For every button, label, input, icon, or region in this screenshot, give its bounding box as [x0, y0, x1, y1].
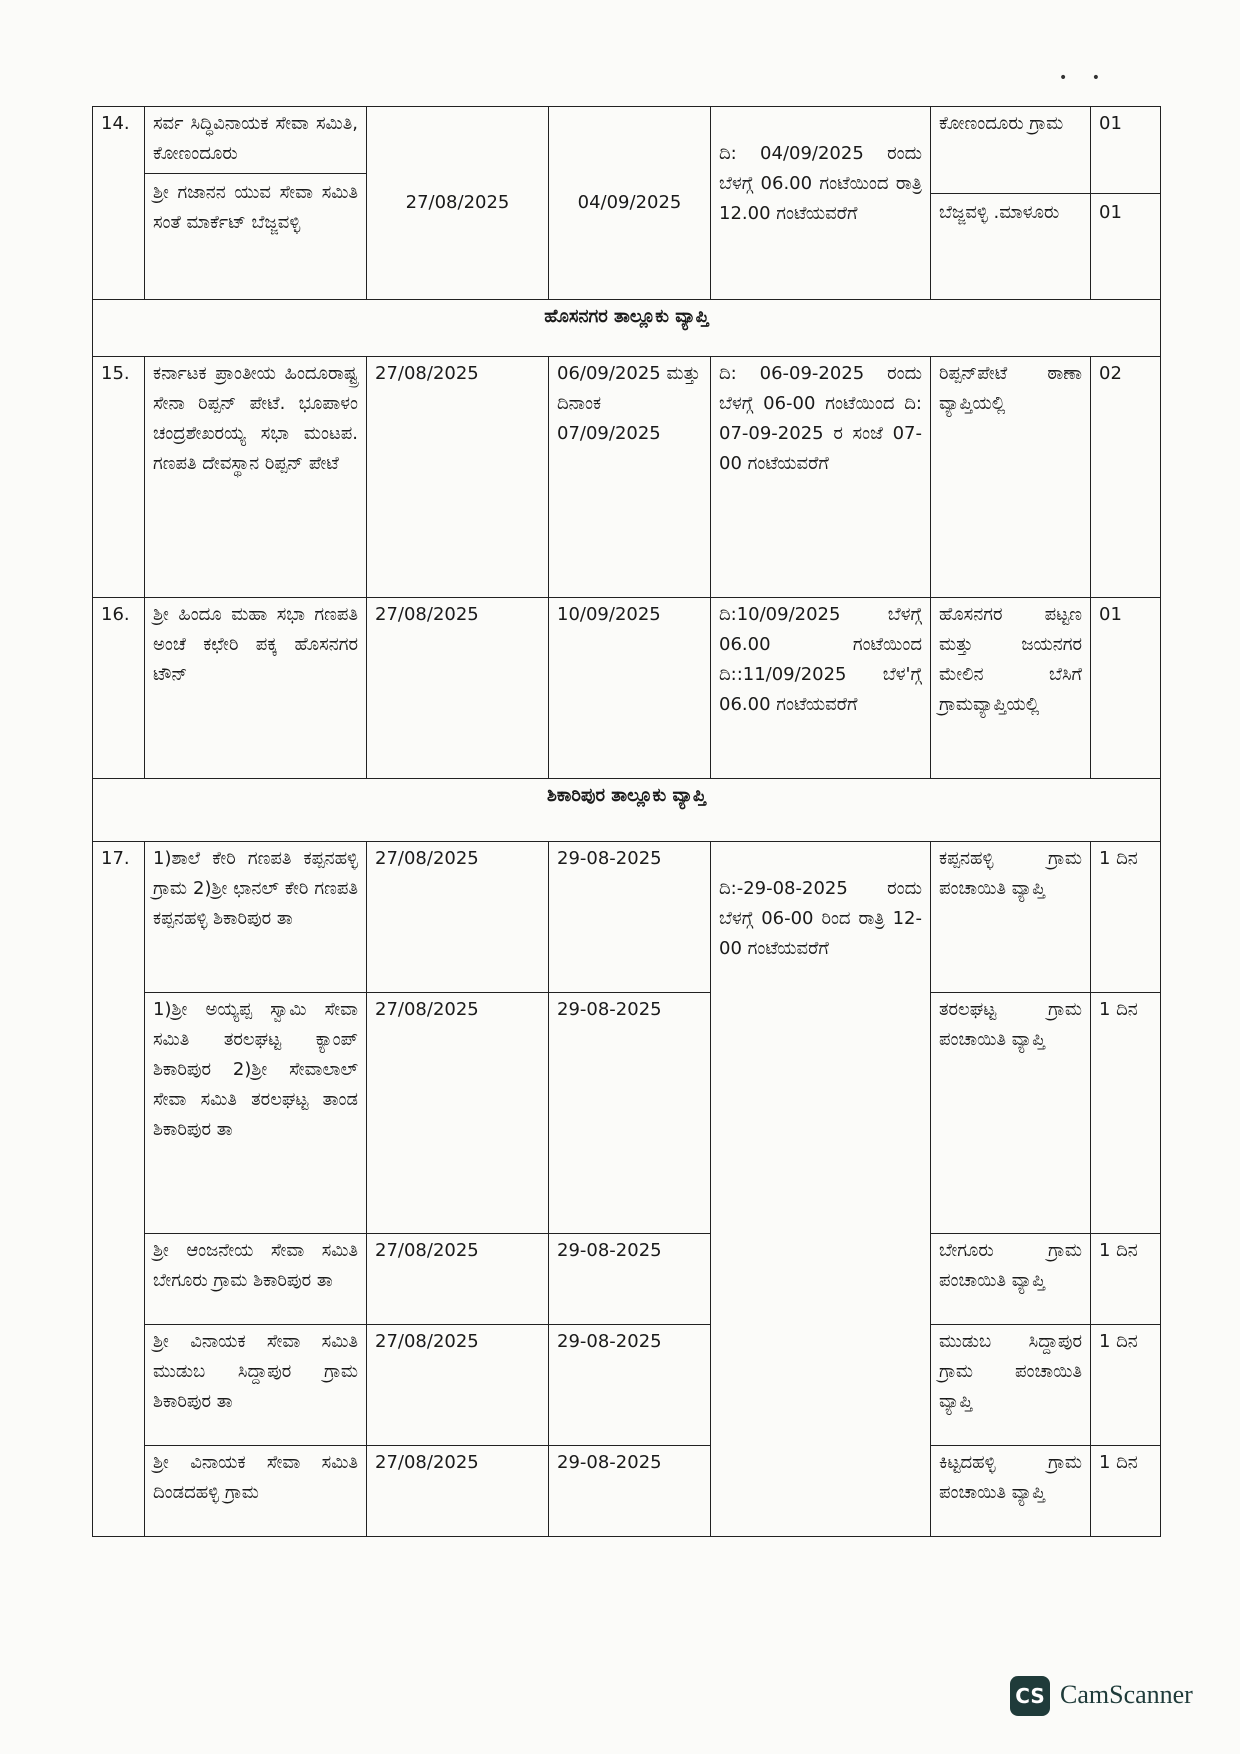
- installation-date: 27/08/2025: [367, 357, 549, 598]
- immersion-date: 04/09/2025: [549, 107, 711, 300]
- days-count: 02: [1091, 357, 1161, 598]
- organizer-name: ಕರ್ನಾಟಕ ಪ್ರಾಂತೀಯ ಹಿಂದೂರಾಷ್ಟ್ರ ಸೇನಾ ರಿಪ್ಪನ್ ಪೇಟೆ. ಭೂಪಾಳಂ ಚಂದ್ರಶೇಖರಯ್ಯ ಸಭಾ ಮಂಟಪ. ಗಣಪತಿ ದೇವಸ್ಥಾನ ರಿಪ್ಪನ್ ಪೇಟೆ: [145, 357, 367, 598]
- immersion-date: 29-08-2025: [549, 993, 711, 1234]
- area-name: ಹೊಸನಗರ ಪಟ್ಟಣ ಮತ್ತು ಜಯನಗರ ಮೇಲಿನ ಬೆಸಿಗೆ ಗ್ರಾಮವ್ಯಾಪ್ತಿಯಲ್ಲಿ: [931, 598, 1091, 779]
- immersion-date: 29-08-2025: [549, 1446, 711, 1537]
- immersion-date: 06/09/2025 ಮತ್ತು ದಿನಾಂಕ 07/09/2025: [549, 357, 711, 598]
- organizer-name: 1)ಶ್ರೀ ಅಯ್ಯಪ್ಪ ಸ್ವಾಮಿ ಸೇವಾ ಸಮಿತಿ ತರಲಘಟ್ಟ ಕ್ಯಾಂಪ್ ಶಿಕಾರಿಪುರ 2)ಶ್ರೀ ಸೇವಾಲಾಲ್ ಸೇವಾ ಸಮಿತಿ ತರಲಘಟ್ಟ ತಾಂಡ ಶಿಕಾರಿಪುರ ತಾ: [145, 993, 367, 1234]
- area-cell: [931, 107, 1091, 300]
- table-row-17: [93, 1234, 1161, 1325]
- camscanner-watermark: CamScanner: [1060, 1680, 1193, 1709]
- days-count: 01: [1091, 193, 1160, 228]
- installation-date: 27/08/2025: [367, 107, 549, 300]
- immersion-date: 29-08-2025: [549, 842, 711, 993]
- days-cell: [1091, 107, 1161, 300]
- serial-number: 16.: [93, 598, 145, 779]
- area-name: ಕೋಣಂದೂರು ಗ್ರಾಮ: [939, 113, 1064, 134]
- immersion-date: 10/09/2025: [549, 598, 711, 779]
- ganesha-festival-table: [92, 106, 1161, 1537]
- immersion-date: 29-08-2025: [549, 1325, 711, 1446]
- table-row-17: [93, 842, 1161, 993]
- organizer-name: 1)ಶಾಲೆ ಕೇರಿ ಗಣಪತಿ ಕಪ್ಪನಹಳ್ಳಿ ಗ್ರಾಮ 2)ಶ್ರೀ ಛಾನಲ್ ಕೇರಿ ಗಣಪತಿ ಕಪ್ಪನಹಳ್ಳಿ ಶಿಕಾರಿಪುರ ತಾ: [145, 842, 367, 993]
- area-name: ಕಿಟ್ಟದಹಳ್ಳಿ ಗ್ರಾಮ ಪಂಚಾಯಿತಿ ವ್ಯಾಪ್ತಿ: [931, 1446, 1091, 1537]
- liquor-ban-timing: ದಿ:10/09/2025 ಬೆಳಗ್ಗೆ 06.00 ಗಂಟೆಯಿಂದ ದಿ::11/09/2025 ಬೆಳ'ಗ್ಗೆ 06.00 ಗಂಟೆಯವರೆಗೆ: [711, 598, 931, 779]
- serial-number: 17.: [93, 842, 145, 1537]
- days-count: 1 ದಿನ: [1091, 993, 1161, 1234]
- organizer-name: ಶ್ರೀ ಹಿಂದೂ ಮಹಾ ಸಭಾ ಗಣಪತಿ ಅಂಚೆ ಕಛೇರಿ ಪಕ್ಕ ಹೊಸನಗರ ಟೌನ್: [145, 598, 367, 779]
- camscanner-logo: CS: [1010, 1676, 1050, 1716]
- serial-number: 14.: [93, 107, 145, 300]
- days-count: 1 ದಿನ: [1091, 1234, 1161, 1325]
- days-count: 1 ದಿನ: [1091, 1446, 1161, 1537]
- area-name: ಮುಡುಬ ಸಿದ್ದಾಪುರ ಗ್ರಾಮ ಪಂಚಾಯಿತಿ ವ್ಯಾಪ್ತಿ: [931, 1325, 1091, 1446]
- section-row: [93, 779, 1161, 842]
- organizer-name: ಶ್ರೀ ಆಂಜನೇಯ ಸೇವಾ ಸಮಿತಿ ಬೇಗೂರು ಗ್ರಾಮ ಶಿಕಾರಿಪುರ ತಾ: [145, 1234, 367, 1325]
- organizer-cell: [145, 107, 367, 300]
- table-row-17: [93, 1446, 1161, 1537]
- table-row-17: [93, 1325, 1161, 1446]
- days-count: 01: [1099, 113, 1122, 134]
- days-count: 01: [1091, 598, 1161, 779]
- installation-date: 27/08/2025: [367, 598, 549, 779]
- days-count: 1 ದಿನ: [1091, 1325, 1161, 1446]
- table-row-16: [93, 598, 1161, 779]
- installation-date: 27/08/2025: [367, 993, 549, 1234]
- table-row-15: [93, 357, 1161, 598]
- installation-date: 27/08/2025: [367, 1325, 549, 1446]
- liquor-ban-timing: ದಿ: 04/09/2025 ರಂದು ಬೆಳಗ್ಗೆ 06.00 ಗಂಟೆಯಿಂದ ರಾತ್ರಿ 12.00 ಗಂಟೆಯವರೆಗೆ: [711, 107, 931, 300]
- organizer-name: ಶ್ರೀ ಗಜಾನನ ಯುವ ಸೇವಾ ಸಮಿತಿ ಸಂತೆ ಮಾರ್ಕೆಟ್ ಬೆಜ್ಜವಳ್ಳಿ: [145, 173, 366, 238]
- organizer-name: ಶ್ರೀ ವಿನಾಯಕ ಸೇವಾ ಸಮಿತಿ ದಿಂಡದಹಳ್ಳಿ ಗ್ರಾಮ: [145, 1446, 367, 1537]
- installation-date: 27/08/2025: [367, 1234, 549, 1325]
- area-name: ತರಲಘಟ್ಟ ಗ್ರಾಮ ಪಂಚಾಯಿತಿ ವ್ಯಾಪ್ತಿ: [931, 993, 1091, 1234]
- liquor-ban-timing: ದಿ:-29-08-2025 ರಂದು ಬೆಳಗ್ಗೆ 06-00 ರಿಂದ ರಾತ್ರಿ 12-00 ಗಂಟೆಯವರೆಗೆ: [711, 842, 931, 1537]
- serial-number: 15.: [93, 357, 145, 598]
- section-heading: ಹೊಸನಗರ ತಾಲ್ಲೂಕು ವ್ಯಾಪ್ತಿ: [93, 300, 1161, 357]
- section-heading: ಶಿಕಾರಿಪುರ ತಾಲ್ಲೂಕು ವ್ಯಾಪ್ತಿ: [93, 779, 1161, 842]
- installation-date: 27/08/2025: [367, 842, 549, 993]
- liquor-ban-timing: ದಿ: 06-09-2025 ರಂದು ಬೆಳಗ್ಗೆ 06-00 ಗಂಟೆಯಿಂದ ದಿ: 07-09-2025 ರ ಸಂಜೆ 07-00 ಗಂಟೆಯವರೆಗೆ: [711, 357, 931, 598]
- table-row-14: [93, 107, 1161, 300]
- organizer-name: ಸರ್ವ ಸಿದ್ಧಿವಿನಾಯಕ ಸೇವಾ ಸಮಿತಿ, ಕೋಣಂದೂರು: [153, 113, 358, 164]
- immersion-date: 29-08-2025: [549, 1234, 711, 1325]
- area-name: ರಿಪ್ಪನ್‌ಪೇಟೆ ಠಾಣಾ ವ್ಯಾಪ್ತಿಯಲ್ಲಿ: [931, 357, 1091, 598]
- table-row-17: [93, 993, 1161, 1234]
- section-row: [93, 300, 1161, 357]
- scan-artifact-dots: • •: [1059, 70, 1110, 86]
- installation-date: 27/08/2025: [367, 1446, 549, 1537]
- area-name: ಕಪ್ಪನಹಳ್ಳಿ ಗ್ರಾಮ ಪಂಚಾಯಿತಿ ವ್ಯಾಪ್ತಿ: [931, 842, 1091, 993]
- area-name: ಬೆಜ್ಜವಳ್ಳಿ .ಮಾಳೂರು: [931, 193, 1090, 228]
- area-name: ಬೇಗೂರು ಗ್ರಾಮ ಪಂಚಾಯಿತಿ ವ್ಯಾಪ್ತಿ: [931, 1234, 1091, 1325]
- days-count: 1 ದಿನ: [1091, 842, 1161, 993]
- organizer-name: ಶ್ರೀ ವಿನಾಯಕ ಸೇವಾ ಸಮಿತಿ ಮುಡುಬ ಸಿದ್ದಾಪುರ ಗ್ರಾಮ ಶಿಕಾರಿಪುರ ತಾ: [145, 1325, 367, 1446]
